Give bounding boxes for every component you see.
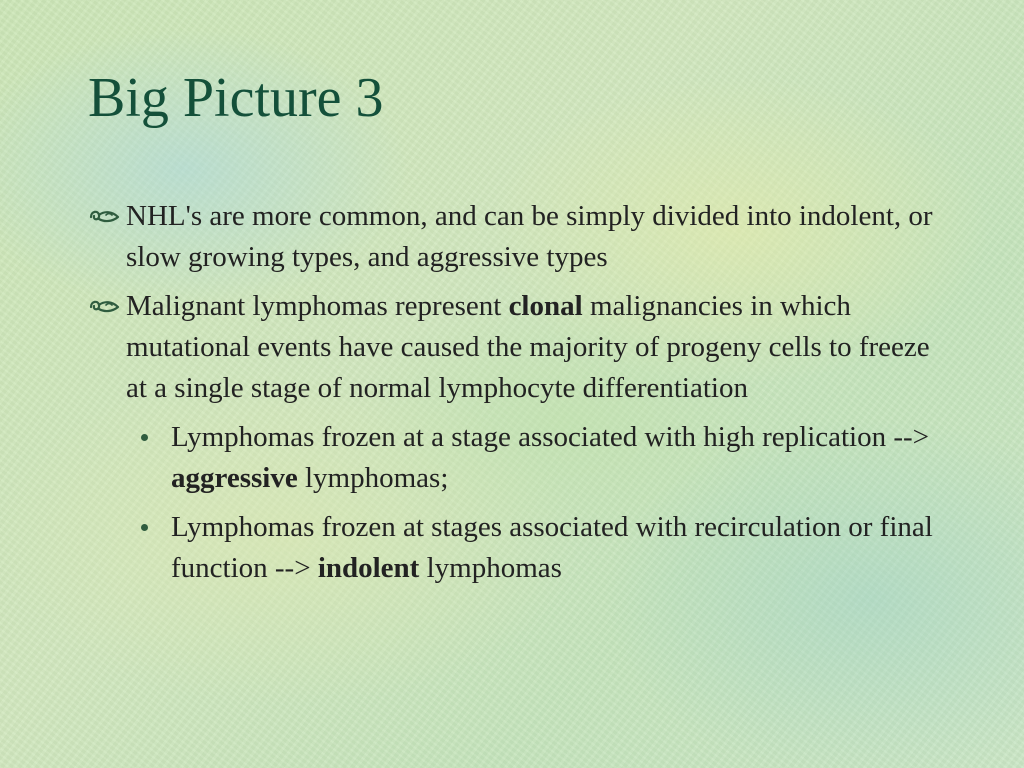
curl-bullet-icon [88,207,120,227]
bullet-2-bold: clonal [508,290,583,322]
sub-bullet-2 [0,507,1024,589]
sub-bullet-2-text-before: Lymphomas frozen at stages associated with recirculation or final function --> [171,511,933,584]
sub-bullet-2-bold: indolent [317,552,420,584]
sub-bullet-2-text-after: lymphomas [419,552,562,584]
sub-bullet-1-text-before: Lymphomas frozen at a stage associated with high replication --> [171,421,930,453]
sub-bullet-1-text-after: lymphomas; [297,462,449,494]
slide-body [0,196,1024,597]
bullet-2 [0,286,1024,409]
bullet-2-text-before: Malignant lymphomas represent [126,290,509,322]
slide-title: Big Picture 3 [88,67,384,129]
bullet-1 [0,196,1024,278]
bullet-1-text: NHL's are more common, and can be simply divided into indolent, or slow growing types, and aggressive types [126,200,933,273]
dot-bullet-icon [141,524,148,531]
dot-bullet-icon [141,434,148,441]
sub-bullet-1 [0,417,1024,499]
bullet-2-text-after: malignancies in which mutational events have caused the majority of progeny cells to freeze at a single stage of normal lymphocyte differentiation [126,290,930,404]
curl-bullet-icon [88,297,120,317]
sub-bullet-1-bold: aggressive [171,462,298,494]
